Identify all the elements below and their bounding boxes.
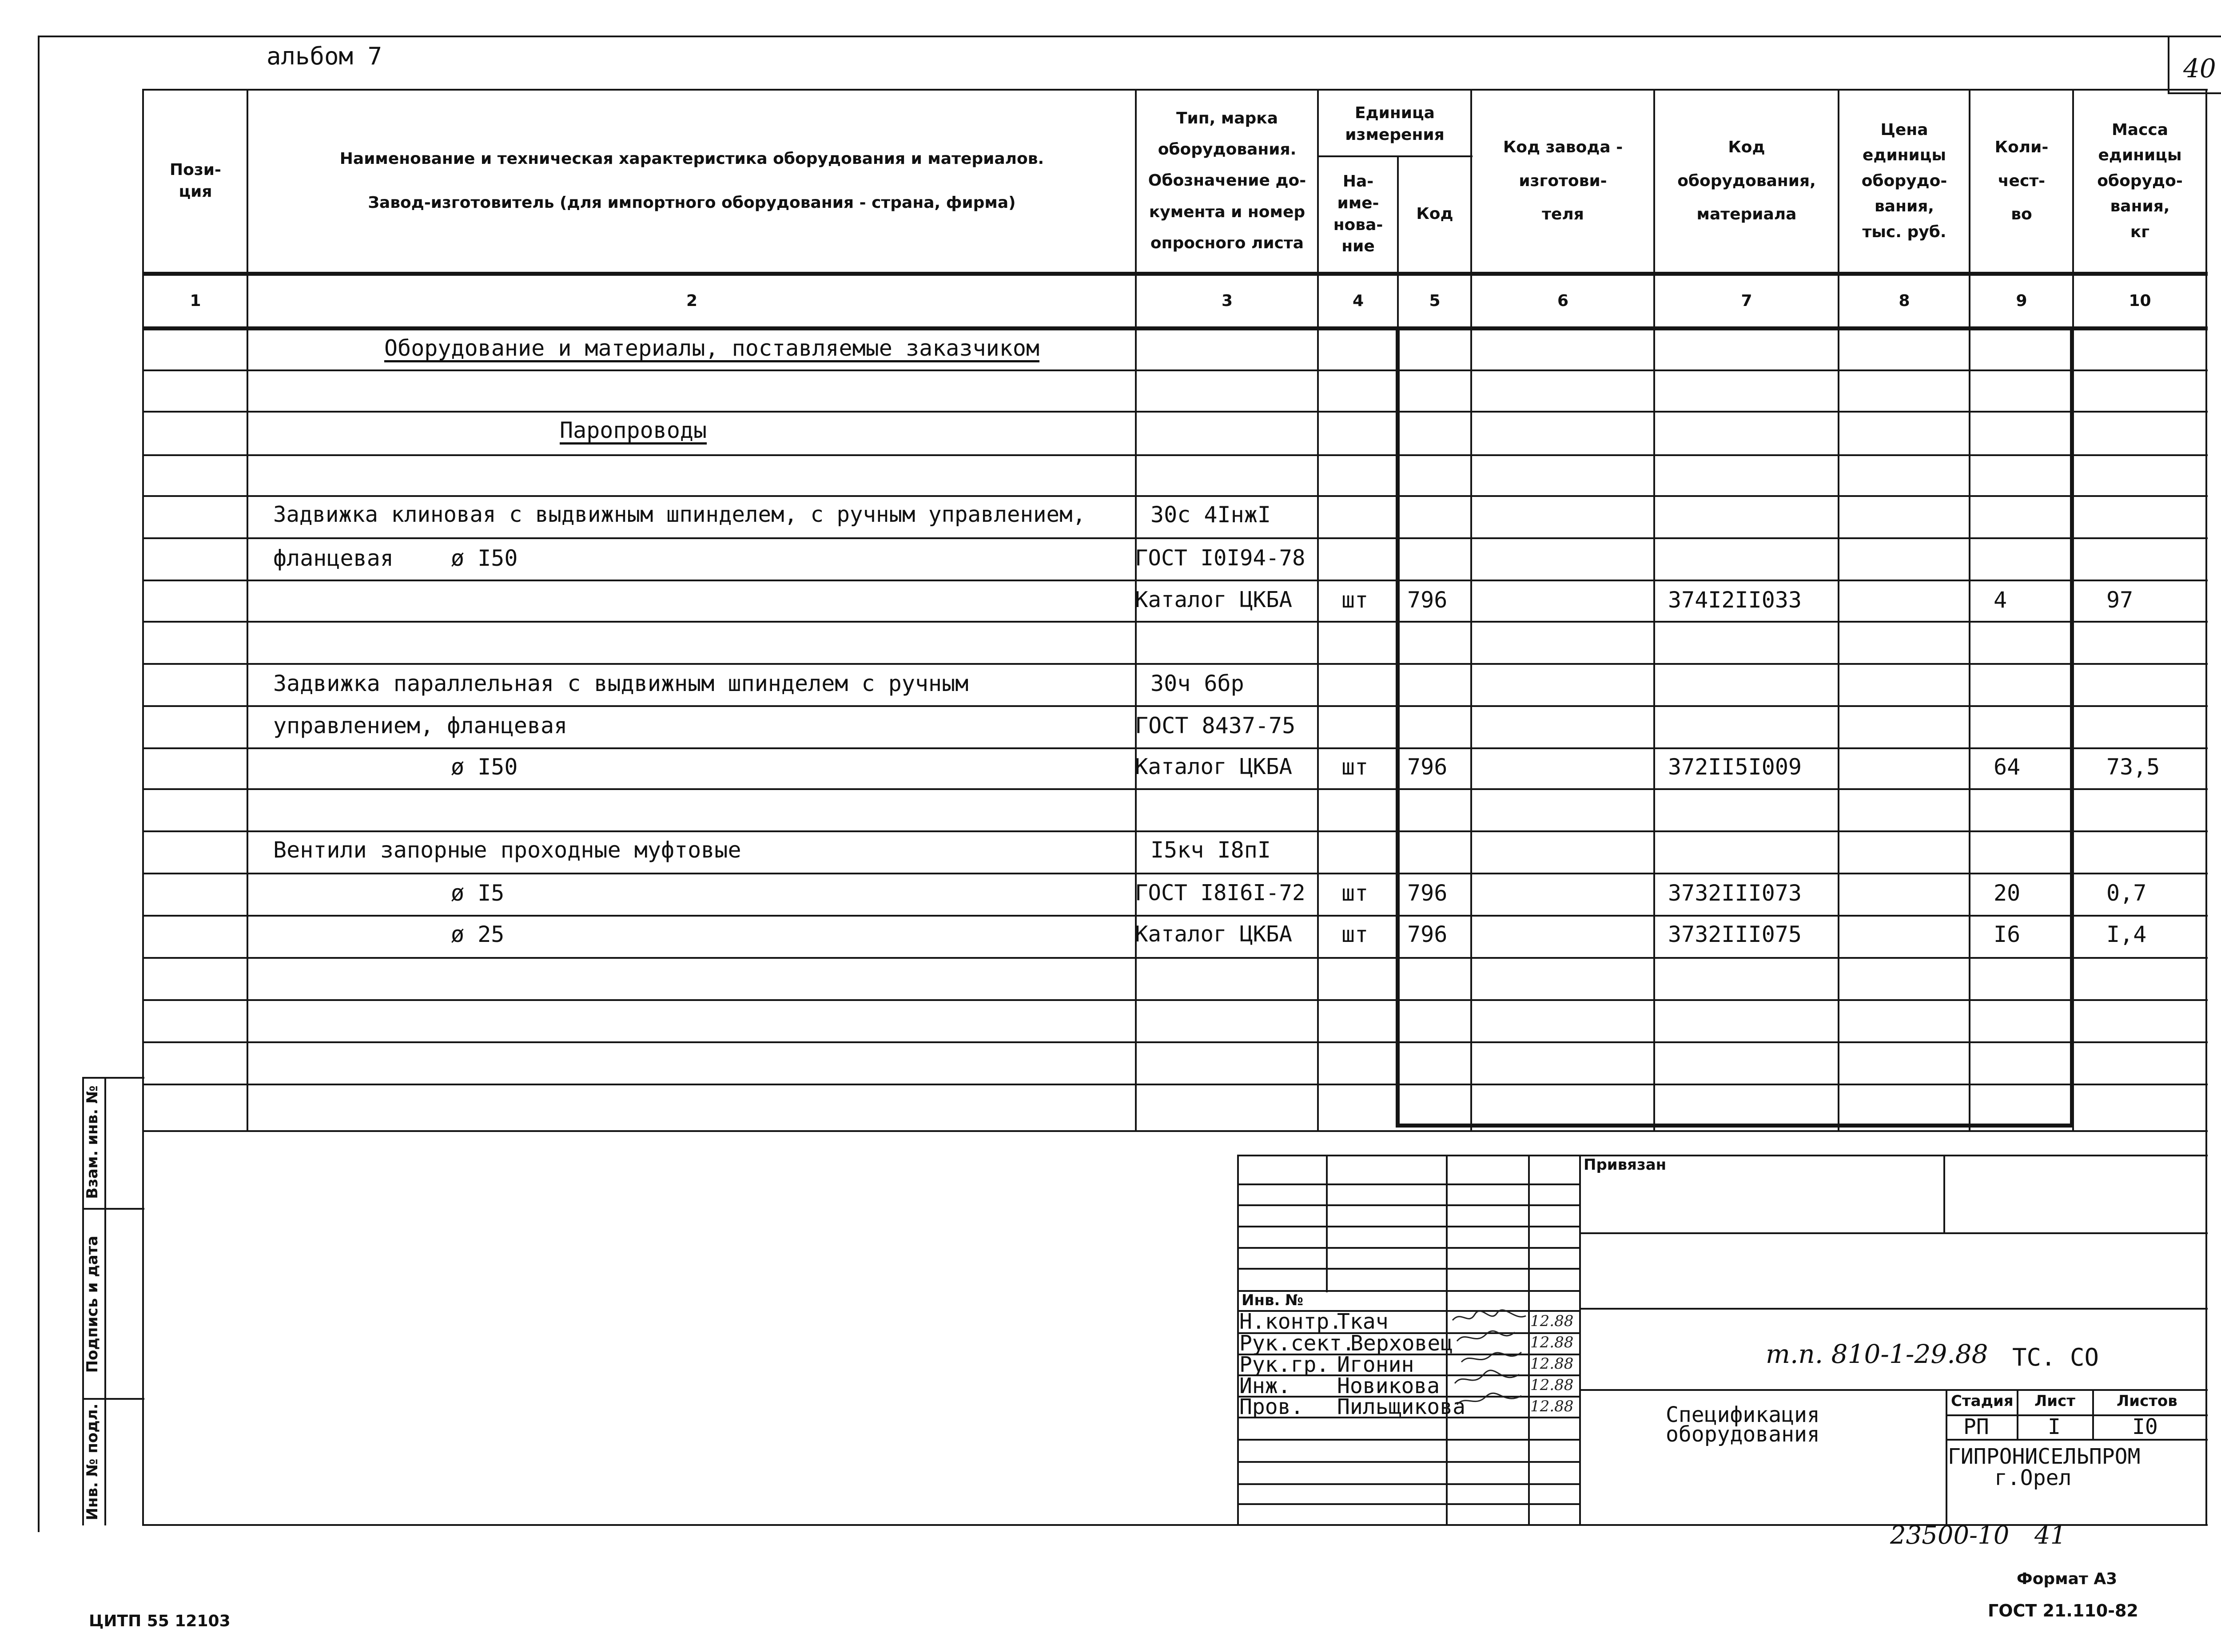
header-name-line1: Наименование и техническая характеристика оборудования и материалов. <box>339 149 1044 168</box>
item3a-unit: шт <box>1341 880 1369 906</box>
doc-code: ТС. СО <box>2012 1343 2099 1371</box>
colnum-5: 5 <box>1429 292 1441 310</box>
header-mass-text: Масса единицы оборудо- вания, кг <box>2097 120 2183 241</box>
item1-quantity: 4 <box>1994 587 2007 613</box>
date-inzh: 12.88 <box>1530 1376 1574 1394</box>
item2-equipment-code: 372II5I009 <box>1668 754 1802 780</box>
gost-label: ГОСТ 21.110-82 <box>1988 1601 2138 1620</box>
item1-mass: 97 <box>2106 587 2133 613</box>
item3b-catalog: Каталог ЦКБА <box>1135 921 1293 947</box>
colnum-8: 8 <box>1899 292 1910 310</box>
header-price-text: Цена единицы оборудо- вания, тыс. руб. <box>1861 120 1947 241</box>
item3b-quantity: I6 <box>1994 921 2021 947</box>
stage-value: РП <box>1963 1414 1989 1439</box>
doc-title-line2: оборудования <box>1666 1422 1820 1447</box>
page-number: 40 <box>2183 53 2216 83</box>
role-ruksekt: Рук.сект. <box>1239 1331 1355 1356</box>
header-mass <box>2074 91 2205 271</box>
doc-title-line1: Спецификация <box>1666 1402 1820 1427</box>
header-price <box>1840 91 1969 271</box>
format-label: Формат А3 <box>2017 1570 2118 1588</box>
date-prov: 12.88 <box>1530 1398 1574 1415</box>
archive-number: 23500-10 <box>1890 1521 2010 1550</box>
sheets-value: I0 <box>2132 1414 2158 1439</box>
colnum-4: 4 <box>1352 292 1364 310</box>
archive-page: 41 <box>2034 1521 2066 1550</box>
colnum-3: 3 <box>1221 292 1233 310</box>
item1-name-line1: Задвижка клиновая с выдвижным шпинделем, с ручным управлением, <box>273 502 1086 527</box>
item2-type: 30ч 6бр <box>1150 671 1244 696</box>
item2-unit: шт <box>1341 754 1369 780</box>
name-rukgr: Игонин <box>1337 1352 1414 1377</box>
item2-catalog: Каталог ЦКБА <box>1135 754 1293 779</box>
item1-diameter: ø I50 <box>451 545 518 571</box>
sheets-label: Листов <box>2117 1392 2177 1410</box>
item3-name: Вентили запорные проходные муфтовые <box>273 837 741 863</box>
inv-no-label: Инв. № <box>1242 1291 1304 1309</box>
album-label: альбом 7 <box>267 42 382 70</box>
stage-label: Стадия <box>1951 1392 2014 1410</box>
header-unit <box>1319 93 1470 155</box>
header-factory-code <box>1473 91 1653 271</box>
header-factory-code-text: Код завода - изготови- теля <box>1503 138 1623 224</box>
citp-label: ЦИТП 55 12103 <box>89 1612 231 1630</box>
side-label-vzam: Взам. инв. № <box>84 1085 101 1199</box>
signatures-graphic <box>1448 1308 1530 1417</box>
header-type-text: Тип, марка оборудования. Обозначение до- кумента и номер опросного листа <box>1148 109 1306 252</box>
item3b-mass: I,4 <box>2106 921 2147 947</box>
date-ruksekt: 12.88 <box>1530 1334 1574 1351</box>
org-name: ГИПРОНИСЕЛЬПРОМ <box>1948 1444 2141 1469</box>
header-unit-code <box>1399 158 1470 271</box>
role-prov: Пров. <box>1239 1394 1304 1419</box>
colnum-6: 6 <box>1557 292 1569 310</box>
header-type <box>1137 91 1317 271</box>
name-prov: Пильщикова <box>1337 1394 1465 1419</box>
colnum-9: 9 <box>2016 292 2027 310</box>
colnum-1: 1 <box>190 292 201 310</box>
role-inzh: Инж. <box>1239 1374 1291 1398</box>
item1-catalog: Каталог ЦКБА <box>1135 587 1293 612</box>
name-inzh: Новикова <box>1337 1374 1440 1398</box>
item1-unit: шт <box>1341 587 1369 613</box>
header-unit-text: Единица измерения <box>1345 104 1445 144</box>
item2-name-line1: Задвижка параллельная с выдвижным шпинделем с ручным <box>273 671 969 696</box>
item3b-unit-code: 796 <box>1407 921 1448 947</box>
side-label-inv: Инв. № подл. <box>84 1403 101 1521</box>
section-title: Оборудование и материалы, поставляемые заказчиком <box>384 335 1040 361</box>
item1-equipment-code: 374I2II033 <box>1668 587 1802 613</box>
item3a-mass: 0,7 <box>2106 880 2147 906</box>
header-quantity-text: Коли- чест- во <box>1994 138 2049 224</box>
header-unit-name <box>1319 158 1397 271</box>
item1-name-line2: фланцевая <box>273 545 394 571</box>
item2-diameter: ø I50 <box>451 754 518 780</box>
item3b-equipment-code: 3732III075 <box>1668 921 1802 947</box>
item2-unit-code: 796 <box>1407 754 1448 780</box>
date-rukgr: 12.88 <box>1530 1355 1574 1373</box>
header-unit-code-text: Код <box>1416 205 1453 223</box>
header-quantity <box>1971 91 2072 271</box>
header-position <box>144 91 247 271</box>
header-position-text: Пози- ция <box>170 160 221 201</box>
item3b-diameter: ø 25 <box>451 921 505 947</box>
item2-name-line2: управлением, фланцевая <box>273 713 568 739</box>
colnum-10: 10 <box>2129 292 2151 310</box>
org-city: г.Орел <box>1994 1465 2072 1490</box>
item3b-unit: шт <box>1341 921 1369 947</box>
colnum-2: 2 <box>686 292 698 310</box>
item3a-gost: ГОСТ I8I6I-72 <box>1135 880 1306 905</box>
name-ruksekt: Верховец <box>1350 1331 1453 1356</box>
sheet-label: Лист <box>2034 1392 2075 1410</box>
item3a-unit-code: 796 <box>1407 880 1448 906</box>
project-number: т.п. 810-1-29.88 <box>1766 1339 1988 1369</box>
header-equipment-code <box>1656 91 1838 271</box>
role-rukgr: Рук.гр. <box>1239 1352 1329 1377</box>
subsection-title: Паропроводы <box>560 417 707 443</box>
item2-gost: ГОСТ 8437-75 <box>1135 713 1296 739</box>
header-name-line2: Завод-изготовитель (для импортного оборудования - страна, фирма) <box>368 193 1016 212</box>
side-label-podpis: Подпись и дата <box>84 1235 101 1373</box>
item1-type: 30с 4IнжI <box>1150 502 1271 528</box>
colnum-7: 7 <box>1741 292 1752 310</box>
role-nkontr: Н.контр. <box>1239 1309 1342 1334</box>
header-equipment-code-text: Код оборудования, материала <box>1677 138 1816 224</box>
sheet-value: I <box>2048 1414 2061 1439</box>
item1-unit-code: 796 <box>1407 587 1448 613</box>
name-nkontr: Ткач <box>1337 1309 1389 1334</box>
item3a-equipment-code: 3732III073 <box>1668 880 1802 906</box>
item3a-quantity: 20 <box>1994 880 2021 906</box>
item3-type: I5кч I8пI <box>1150 837 1271 863</box>
item1-gost: ГОСТ I0I94-78 <box>1135 545 1306 571</box>
item3a-diameter: ø I5 <box>451 880 505 906</box>
header-name <box>249 91 1135 271</box>
privyazan-label: Привязан <box>1584 1156 1667 1174</box>
header-unit-name-text: На- име- нова- ние <box>1333 172 1383 256</box>
date-nkontr: 12.88 <box>1530 1312 1574 1330</box>
item2-mass: 73,5 <box>2106 754 2160 780</box>
item2-quantity: 64 <box>1994 754 2021 780</box>
